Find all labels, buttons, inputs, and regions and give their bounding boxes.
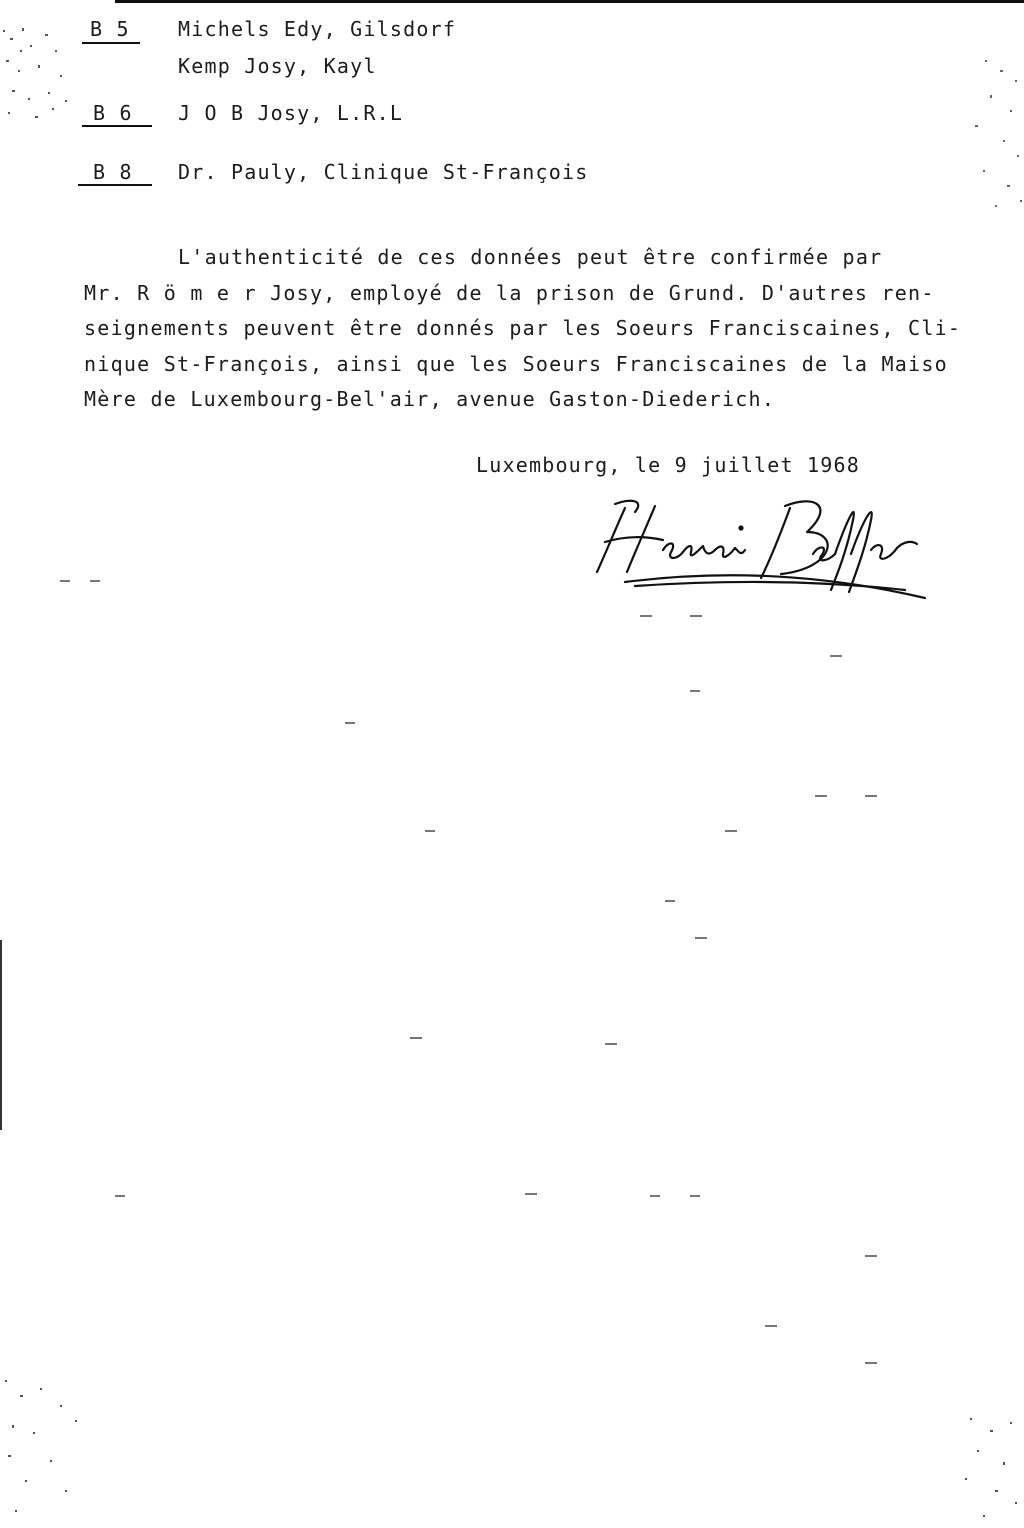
- scan-speck: [90, 580, 100, 582]
- body-paragraph: [84, 240, 1024, 418]
- scan-speck: [60, 580, 70, 582]
- top-edge-line: [115, 0, 1024, 3]
- entry-code-underline: [78, 184, 152, 186]
- scan-speck: [690, 1195, 700, 1197]
- place-and-date: Luxembourg, le 9 juillet 1968: [476, 453, 860, 477]
- paragraph-line: seignements peuvent être donnés par les Soeurs Franciscaines, Cli-: [84, 316, 962, 340]
- scan-noise-top-left: [0, 20, 75, 130]
- scan-speck: [410, 1037, 422, 1039]
- scan-noise-bottom-left: [0, 1370, 90, 1528]
- scan-speck: [815, 795, 827, 797]
- scan-speck: [725, 830, 737, 832]
- entry-code: B 8: [93, 160, 133, 184]
- scan-speck: [650, 1195, 660, 1197]
- paragraph-line: nique St-François, ainsi que les Soeurs Franciscaines de la Maiso: [84, 351, 948, 376]
- entry-line: J O B Josy, L.R.L: [178, 101, 404, 125]
- scan-speck: [695, 937, 707, 939]
- scan-speck: [830, 655, 842, 657]
- scan-noise-top-right: [965, 55, 1024, 215]
- scan-speck: [865, 1362, 877, 1364]
- scan-speck: [605, 1043, 617, 1045]
- scan-speck: [525, 1193, 537, 1195]
- scan-speck: [690, 615, 702, 617]
- entry-line: Michels Edy, Gilsdorf: [178, 17, 457, 41]
- scan-speck: [115, 1195, 125, 1197]
- paragraph-line: L'authenticité de ces données peut être confirmée par: [178, 245, 883, 269]
- entry-code-underline: [82, 125, 152, 127]
- paragraph-line: Mère de Luxembourg-Bel'air, avenue Gaston-Diederich.: [84, 387, 776, 411]
- scan-noise-bottom-right: [955, 1410, 1024, 1528]
- entry-line: Kemp Josy, Kayl: [178, 54, 377, 78]
- scan-speck: [665, 900, 675, 902]
- scan-speck: [345, 722, 355, 724]
- scan-speck: [865, 1255, 877, 1257]
- paragraph-line: Mr. R ö m e r Josy, employé de la prison de Grund. D'autres ren-: [84, 280, 935, 305]
- entry-line: Dr. Pauly, Clinique St-François: [178, 160, 589, 184]
- handwritten-signature: [585, 490, 935, 605]
- left-edge-line: [0, 940, 2, 1130]
- entry-code: B 6: [93, 101, 133, 125]
- entry-code-underline: [82, 42, 140, 44]
- scan-speck: [425, 830, 435, 832]
- scan-speck: [765, 1325, 777, 1327]
- scan-speck: [640, 615, 652, 617]
- scan-speck: [690, 690, 700, 692]
- entry-code: B 5: [90, 17, 130, 41]
- scan-speck: [865, 795, 877, 797]
